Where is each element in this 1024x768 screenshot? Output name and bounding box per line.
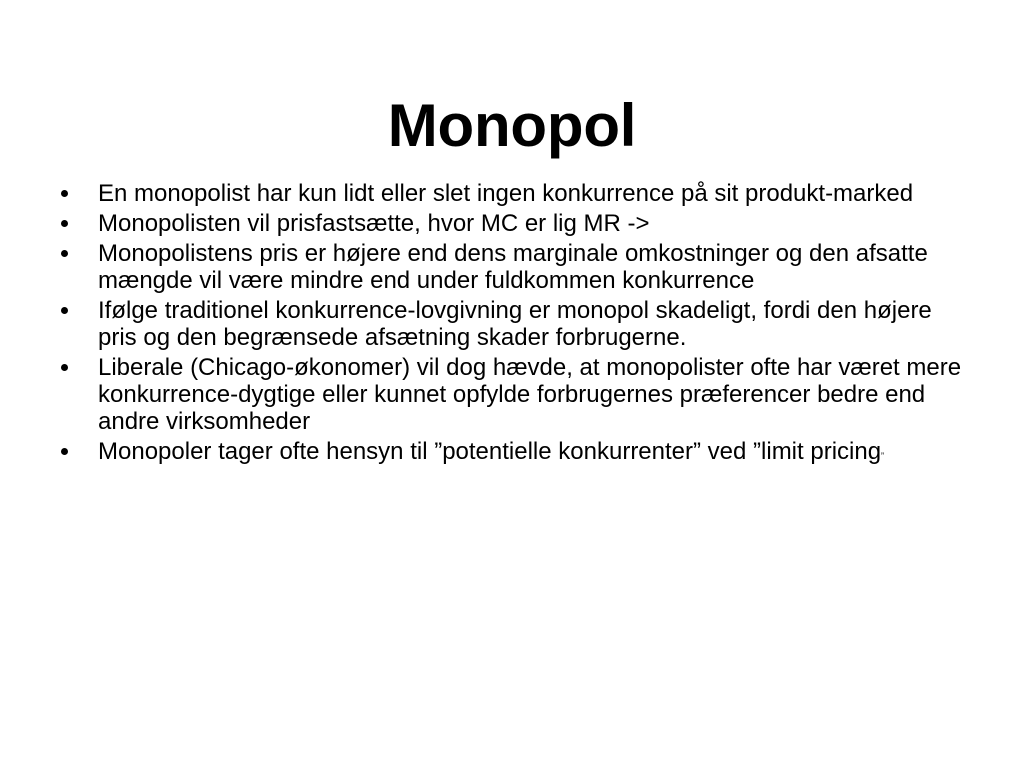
bullet-dot-icon — [61, 190, 68, 197]
page-title: Monopol — [387, 92, 637, 160]
bullet-item-text: En monopolist har kun lidt eller slet ingen konkurrence på sit produkt-marked — [98, 180, 914, 207]
list-item — [56, 210, 968, 237]
bullet-item-text: Monopolisten vil prisfastsætte, hvor MC er lig MR -> — [98, 210, 650, 237]
bullet-item-text: Ifølge traditionel konkurrence-lovgivning er monopol skadeligt, fordi den højere pris og den begrænsede afsætning skader forbrugerne. — [98, 297, 932, 351]
bullet-list — [56, 180, 968, 473]
list-item — [56, 180, 968, 207]
bullet-dot-icon — [61, 364, 68, 371]
bullet-item-text: Monopolistens pris er højere end dens marginale omkostninger og den afsatte mængde vil være mindre end under fuldkommen konkurrence — [98, 240, 928, 294]
list-item — [56, 297, 968, 351]
bullet-dot-icon — [61, 307, 68, 314]
bullet-dot-icon — [61, 220, 68, 227]
list-item — [56, 354, 968, 435]
list-item — [56, 438, 968, 470]
bullet-dot-icon — [61, 448, 68, 455]
trailing-quote-mark: ” — [881, 451, 885, 461]
bullet-item-main-text: Monopoler tager ofte hensyn til ”potentielle konkurrenter” ved ”limit pricing — [98, 438, 882, 465]
bullet-item-text — [98, 438, 968, 470]
bullet-item-text: Liberale (Chicago-økonomer) vil dog hævde, at monopolister ofte har været mere konkurrence-dygtige eller kunnet opfylde forbrugernes præferencer bedre end andre virksomheder — [98, 354, 962, 435]
list-item — [56, 240, 968, 294]
bullet-dot-icon — [61, 250, 68, 257]
